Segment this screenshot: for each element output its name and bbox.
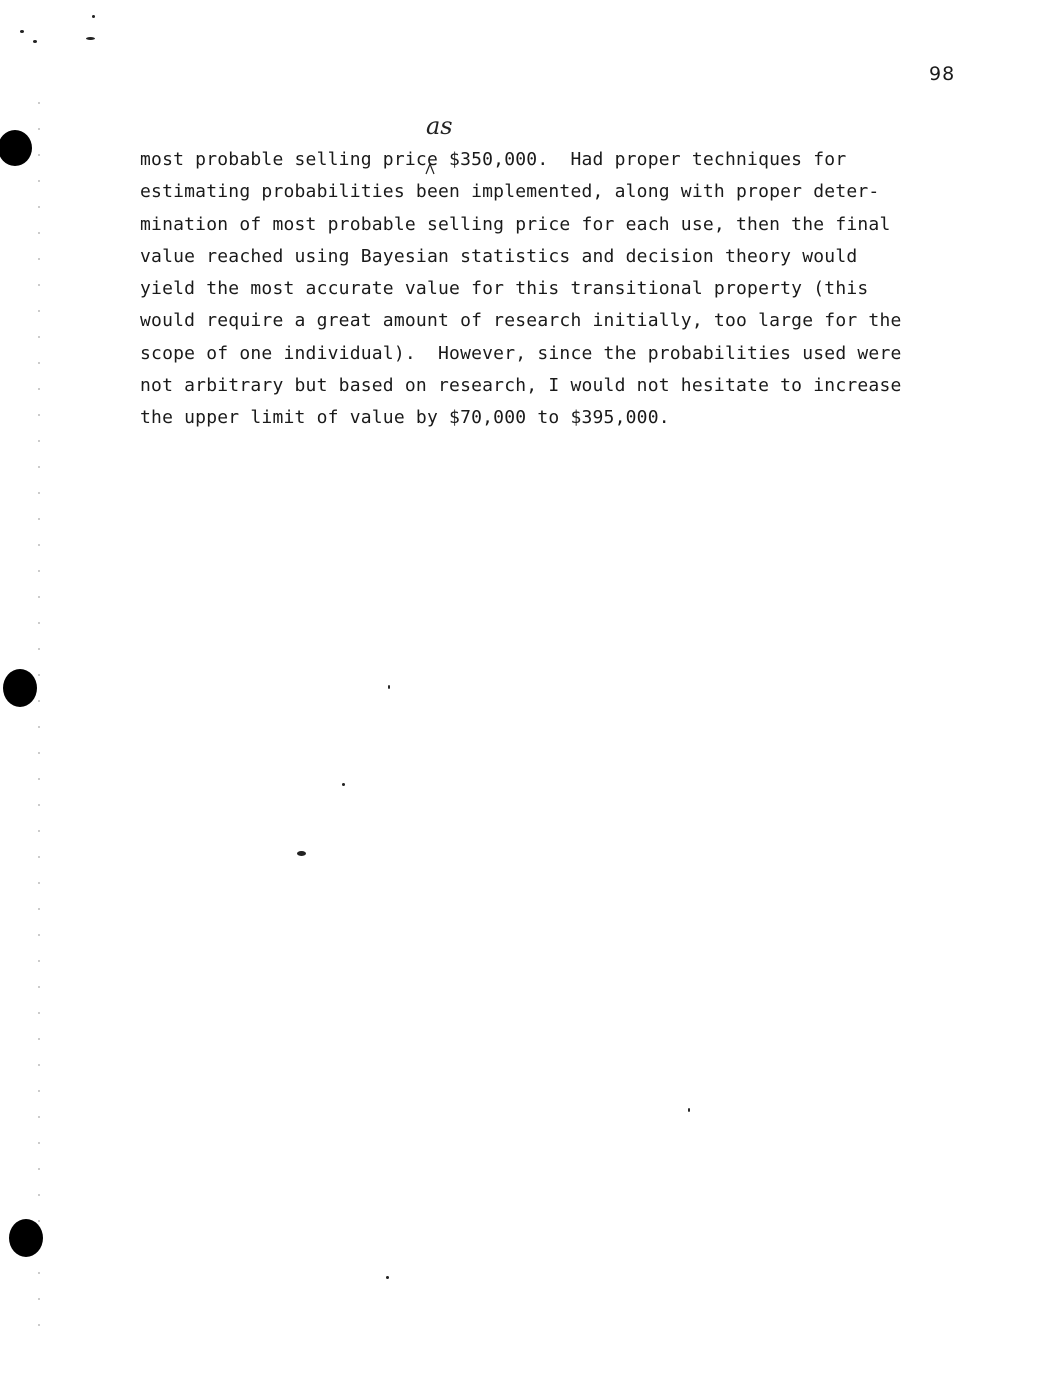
- scan-speck: [92, 15, 95, 18]
- paragraph-line: the upper limit of value by $70,000 to $395,000.: [140, 407, 670, 429]
- paragraph-line: mination of most probable selling price for each use, then the final: [140, 213, 891, 235]
- margin-scan-dots: [38, 90, 40, 1340]
- scan-speck: [86, 37, 95, 40]
- body-paragraph: [140, 144, 900, 435]
- page-number: 98: [929, 63, 956, 85]
- scan-speck: [386, 1276, 389, 1279]
- scan-speck: [297, 851, 306, 856]
- paragraph-line: value reached using Bayesian statistics and decision theory would: [140, 245, 858, 267]
- punch-hole-top: [0, 130, 32, 166]
- punch-hole-middle: [3, 669, 37, 707]
- paragraph-line: most probable selling price $350,000. Had proper techniques for: [140, 149, 847, 170]
- punch-hole-bottom: [9, 1219, 43, 1257]
- paragraph-line: yield the most accurate value for this transitional property (this: [140, 278, 869, 300]
- paragraph-line: scope of one individual). However, since the probabilities used were: [140, 342, 902, 364]
- paragraph-line: would require a great amount of research initially, too large for the: [140, 310, 902, 332]
- scan-speck: [342, 783, 345, 786]
- paragraph-line: estimating probabilities been implemented, along with proper deter-: [140, 181, 880, 203]
- paragraph-line: not arbitrary but based on research, I would not hesitate to increase: [140, 375, 902, 397]
- scan-speck: [20, 30, 24, 33]
- scan-speck: [688, 1108, 690, 1112]
- scan-speck: [33, 40, 37, 43]
- scan-speck: [388, 685, 390, 689]
- handwritten-insertion: as: [426, 112, 453, 140]
